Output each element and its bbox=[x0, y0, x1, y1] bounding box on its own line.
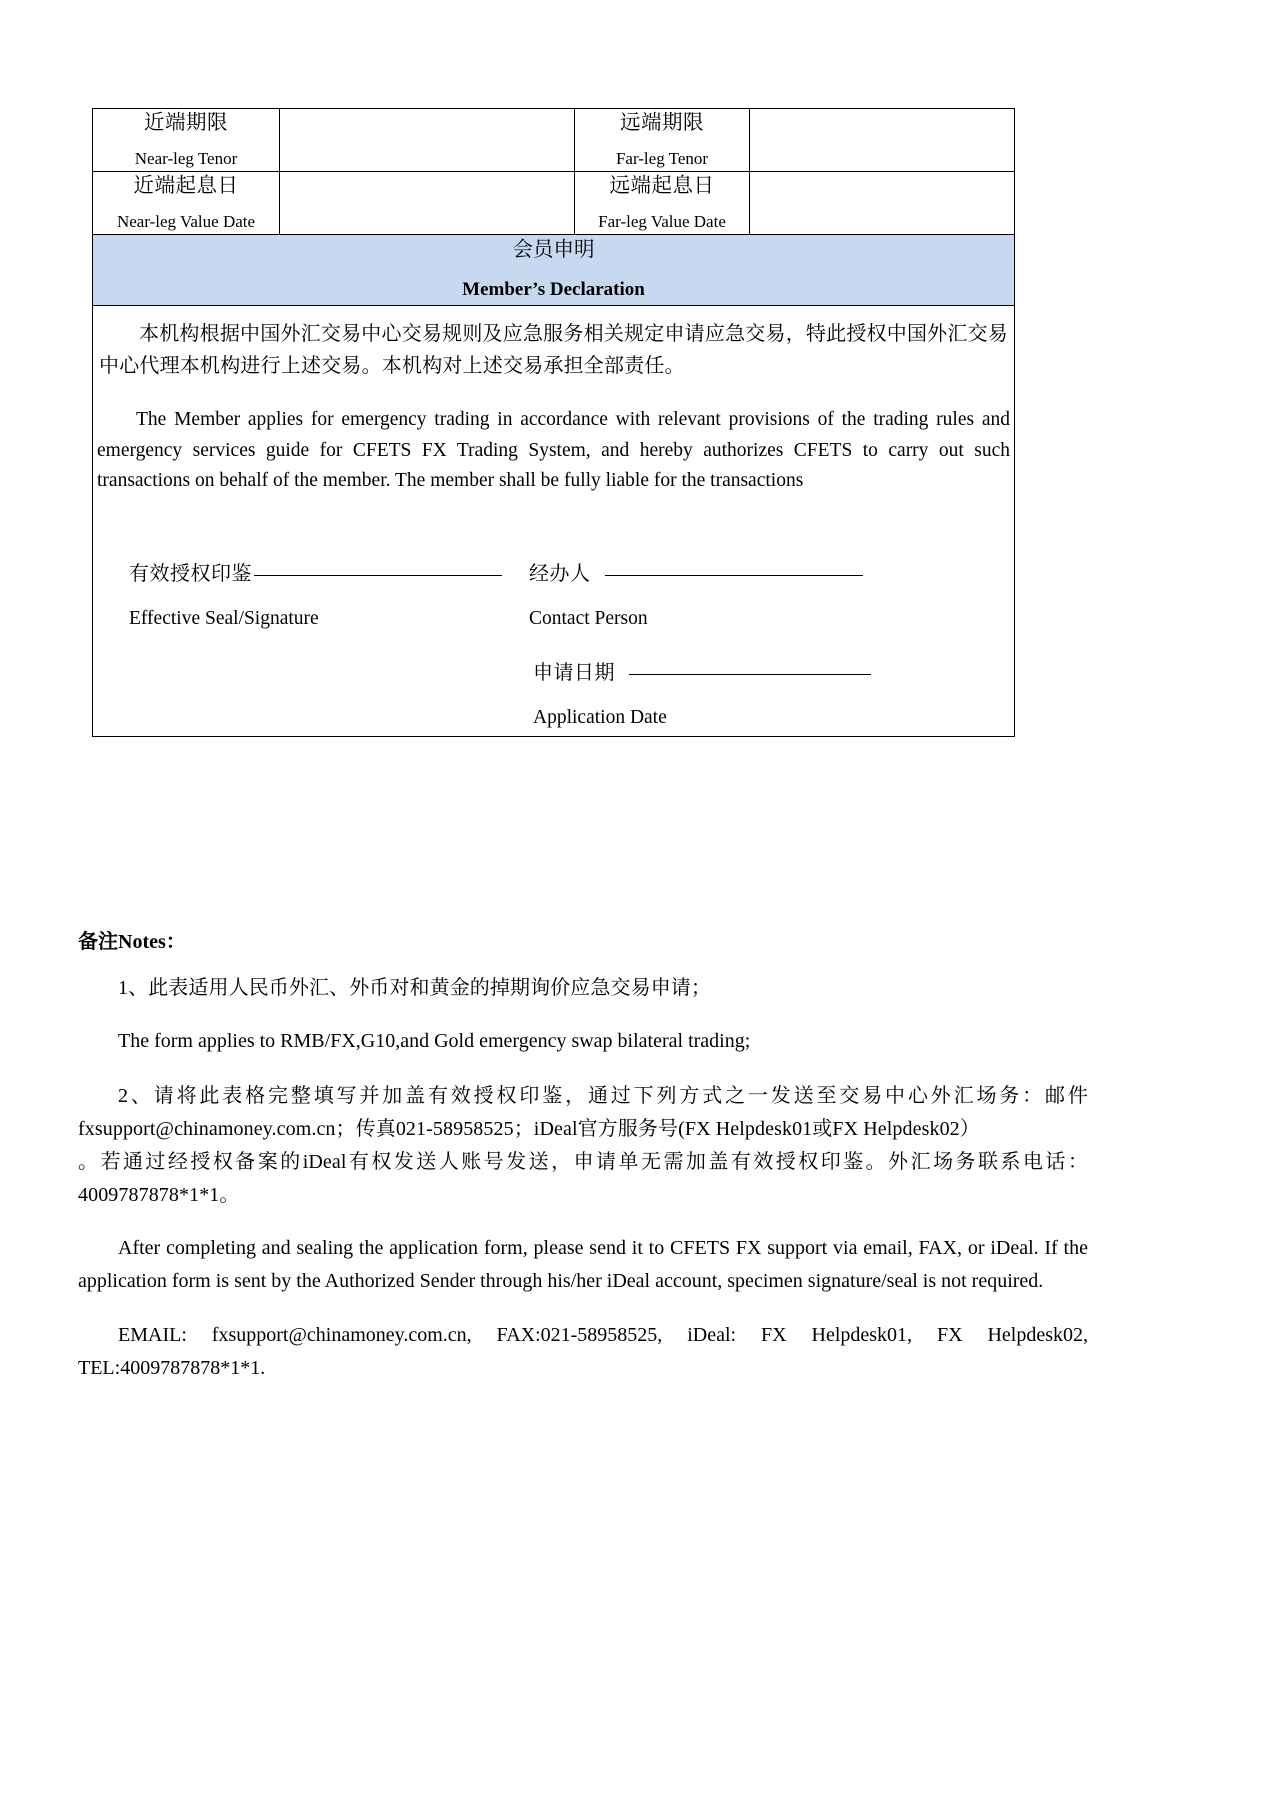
declaration-title-en: Member’s Declaration bbox=[462, 279, 645, 301]
declaration-header-row bbox=[93, 235, 1015, 305]
note-2-en: After completing and sealing the application form, please send it to CFETS FX support via email, FAX, or iDeal. If the application form is sent by the Authorized Sender through his/her iDeal account, specimen signature/seal is not required. bbox=[78, 1237, 1088, 1292]
note-2-cn-part2: 。若通过经授权备案的iDeal有权发送人账号发送，申请单无需加盖有效授权印鉴。外汇场务联系电话：4009787878*1*1。 bbox=[78, 1150, 1088, 1207]
notes-contact-line: EMAIL: fxsupport@chinamoney.com.cn, FAX:021-58958525, iDeal: FX Helpdesk01, FX Helpdesk02, TEL:4009787878*1*1. bbox=[78, 1324, 1088, 1379]
contact-person-input[interactable] bbox=[605, 575, 863, 576]
far-leg-tenor-label-cell bbox=[575, 109, 750, 172]
notes-title: 备注Notes： bbox=[78, 931, 186, 953]
application-date-field bbox=[533, 656, 1014, 729]
application-date-label-cn: 申请日期 bbox=[533, 662, 615, 685]
signature-area bbox=[93, 557, 1014, 729]
table-row bbox=[93, 172, 1015, 235]
near-leg-value-date-label-cn: 近端起息日 bbox=[133, 175, 239, 198]
near-leg-value-date-label-cell bbox=[93, 172, 280, 235]
effective-seal-line bbox=[129, 557, 529, 586]
contact-person-label-cn: 经办人 bbox=[529, 563, 591, 586]
far-leg-tenor-label-cn: 远端期限 bbox=[620, 112, 704, 134]
signature-row bbox=[129, 557, 1014, 630]
far-leg-value-date-input[interactable] bbox=[750, 172, 1015, 235]
swap-terms-table bbox=[92, 108, 1015, 737]
effective-seal-label-en: Effective Seal/Signature bbox=[129, 608, 319, 630]
application-date-input[interactable] bbox=[629, 674, 871, 675]
near-leg-tenor-input[interactable] bbox=[280, 109, 575, 172]
declaration-body-row bbox=[93, 305, 1015, 736]
near-leg-tenor-label-cn: 近端期限 bbox=[144, 112, 228, 134]
contact-person-label-en: Contact Person bbox=[529, 608, 648, 630]
declaration-body-cell bbox=[93, 305, 1015, 736]
effective-seal-label-cn: 有效授权印鉴 bbox=[129, 563, 252, 586]
application-date-label-en: Application Date bbox=[533, 707, 667, 729]
near-leg-value-date-label-en: Near-leg Value Date bbox=[116, 211, 256, 231]
near-leg-tenor-label-cell bbox=[93, 109, 280, 172]
table-row bbox=[93, 109, 1015, 172]
declaration-title-cn: 会员申明 bbox=[512, 239, 595, 262]
contact-person-line bbox=[529, 557, 949, 586]
far-leg-value-date-label-cell bbox=[575, 172, 750, 235]
near-leg-tenor-label-en: Near-leg Tenor bbox=[134, 148, 238, 168]
declaration-paragraph-en: The Member applies for emergency trading in accordance with relevant provisions of the trading rules and emergency services guide for CFETS FX Trading System, and hereby authorizes CFETS to carry out such transactions on behalf of the member. The member shall be fully liable for the transactions bbox=[97, 408, 1010, 492]
far-leg-value-date-label-en: Far-leg Value Date bbox=[598, 211, 726, 231]
effective-seal-field bbox=[129, 557, 529, 630]
near-leg-value-date-input[interactable] bbox=[280, 172, 575, 235]
notes-section bbox=[78, 925, 1088, 1406]
note-1-cn: 1、此表适用人民币外汇、外币对和黄金的掉期询价应急交易申请； bbox=[118, 977, 711, 999]
contact-person-field bbox=[529, 557, 949, 630]
declaration-paragraph-cn: 本机构根据中国外汇交易中心交易规则及应急服务相关规定申请应急交易，特此授权中国外汇交易中心代理本机构进行上述交易。本机构对上述交易承担全部责任。 bbox=[99, 323, 1008, 378]
effective-seal-input[interactable] bbox=[254, 575, 502, 576]
note-1-en: The form applies to RMB/FX,G10,and Gold emergency swap bilateral trading; bbox=[118, 1030, 751, 1053]
far-leg-value-date-label-cn: 远端起息日 bbox=[609, 175, 715, 198]
note-2-cn-part1: 2、请将此表格完整填写并加盖有效授权印鉴，通过下列方式之一发送至交易中心外汇场务：邮件fxsupport@chinamoney.com.cn；传真021-58958525；iDeal官方服务号(FX Helpdesk01或FX Helpdesk02） bbox=[78, 1084, 1088, 1140]
far-leg-tenor-label-en: Far-leg Tenor bbox=[615, 148, 709, 168]
application-date-line bbox=[533, 656, 1014, 685]
declaration-header-band bbox=[93, 235, 1015, 305]
far-leg-tenor-input[interactable] bbox=[750, 109, 1015, 172]
